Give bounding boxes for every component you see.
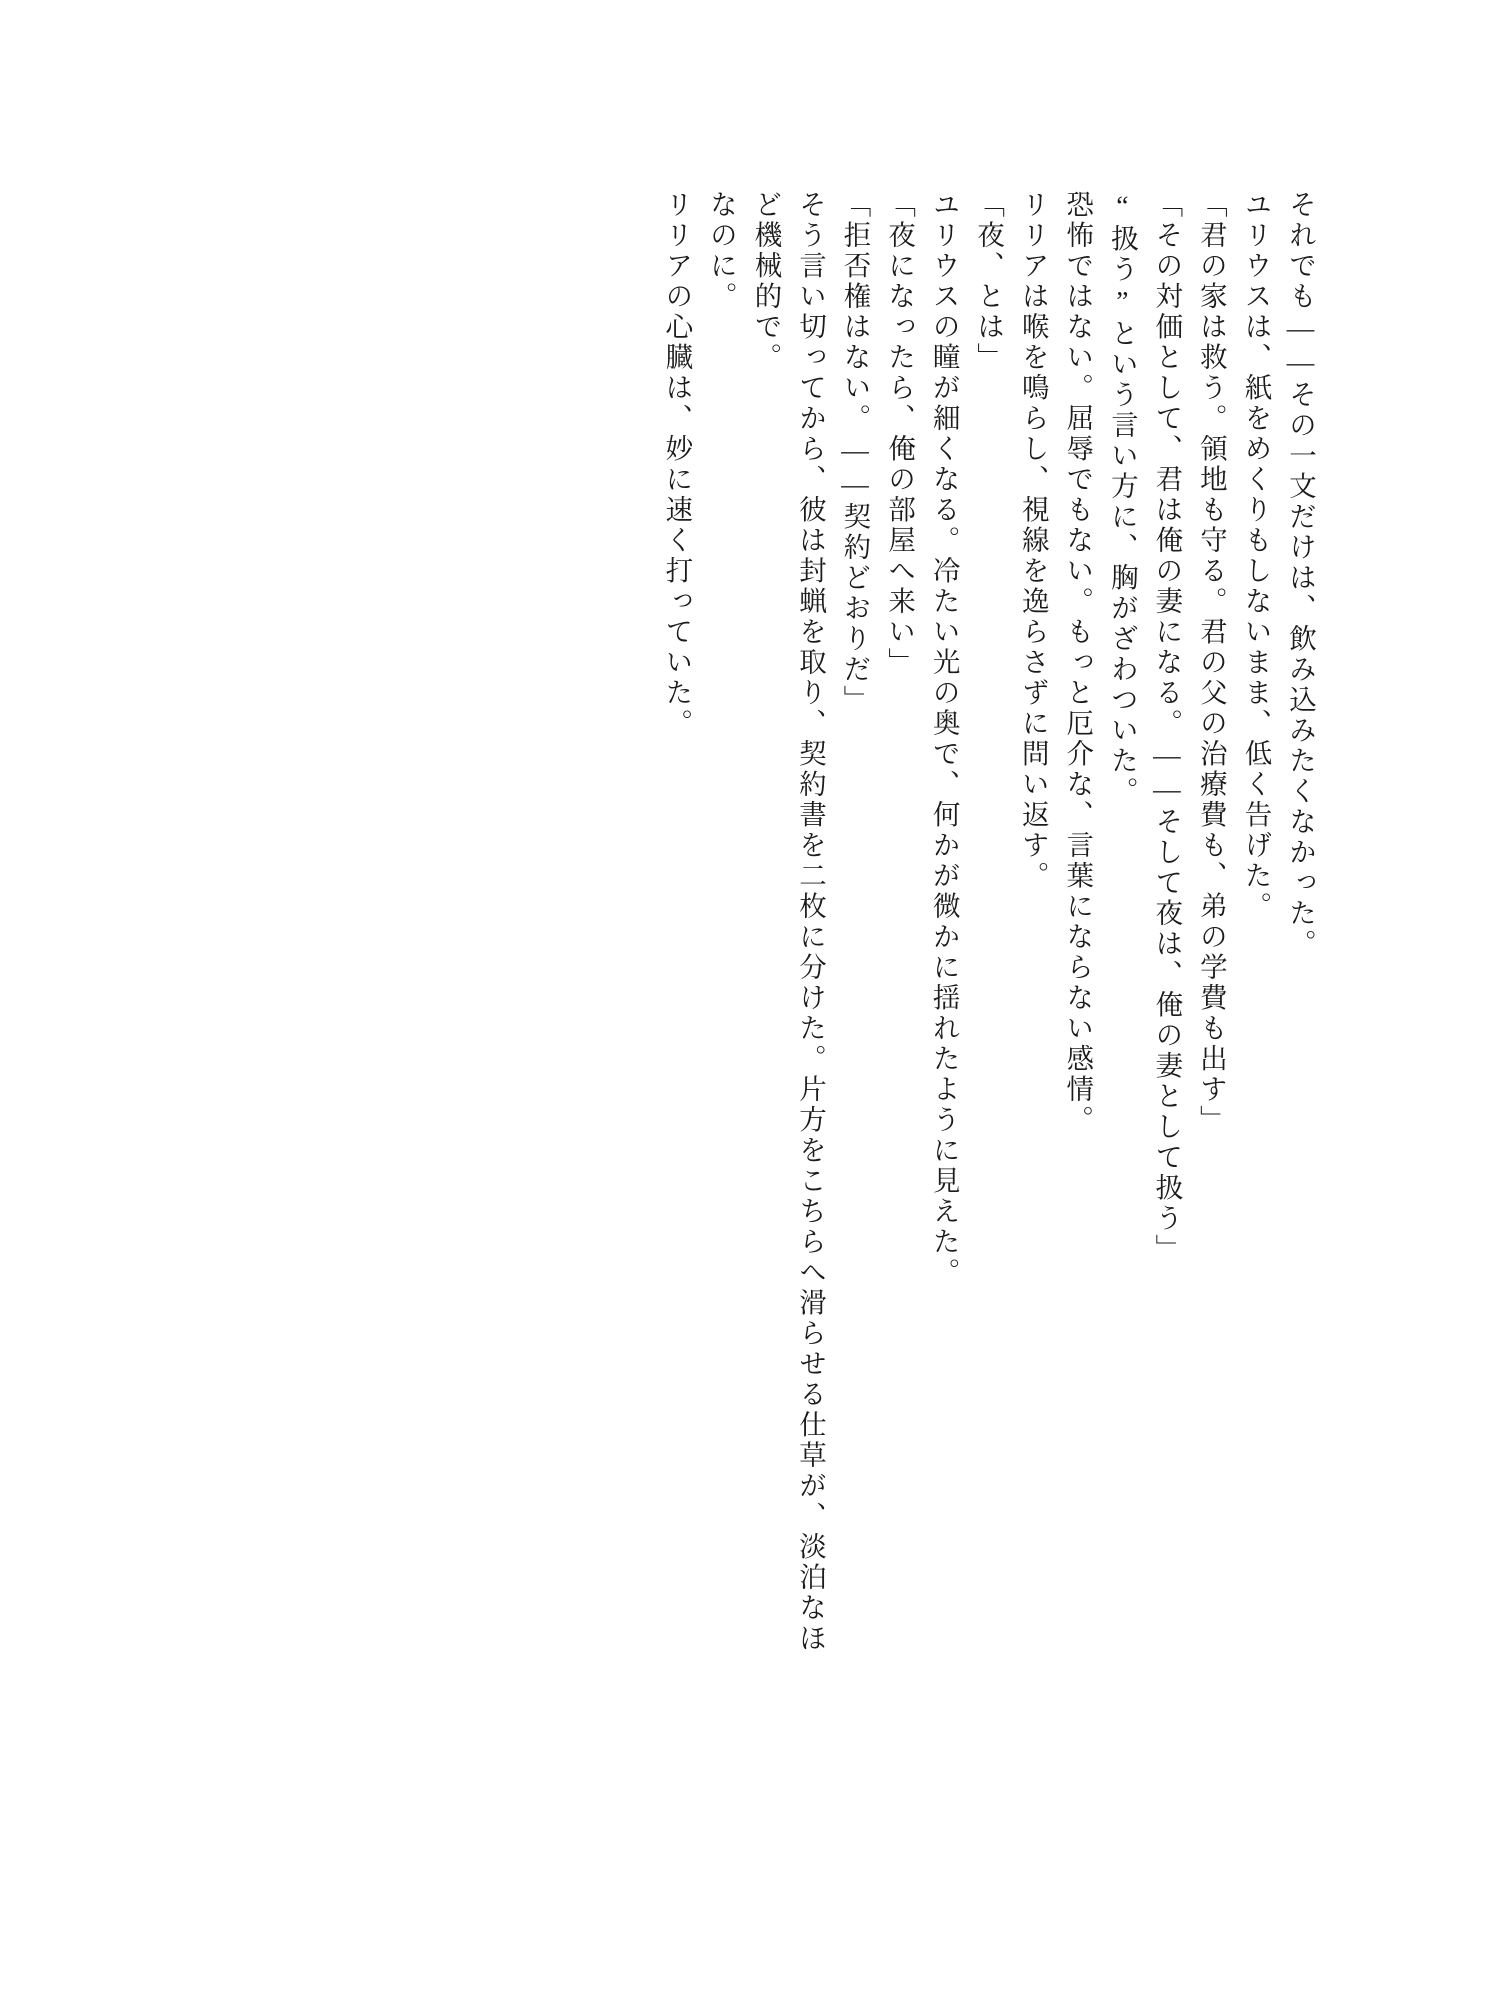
- paragraph: リリアは喉を鳴らし、視線を逸らさずに問い返す。: [1017, 190, 1049, 892]
- paragraph: 「その対価として、君は俺の妻になる。――そして夜は、俺の妻として扱う」: [1151, 190, 1183, 1265]
- paragraph: 「君の家は救う。領地も守る。君の父の治療費も、弟の学費も出す」: [1195, 190, 1227, 1136]
- paragraph: そう言い切ってから、彼は封蝋を取り、契約書を二枚に分けた。片方をこちらへ滑らせる仕草が、淡泊なほど機械的で。: [750, 190, 826, 1654]
- paragraph: ユリウスは、紙をめくりもしないまま、低く告げた。: [1240, 190, 1272, 922]
- paragraph: なのに。: [705, 190, 737, 312]
- paragraph: ユリウスの瞳が細くなる。冷たい光の奥で、何かが微かに揺れたように見えた。: [928, 190, 960, 1288]
- paragraph: 「夜、とは」: [973, 190, 1005, 373]
- paragraph: 「拒否権はない。――契約どおりだ」: [839, 190, 871, 716]
- paragraph: “扱う”という言い方に、胸がざわついた。: [1106, 190, 1138, 807]
- paragraph: 「夜になったら、俺の部屋へ来い」: [884, 190, 916, 678]
- vertical-text-body: [654, 190, 1322, 1680]
- paragraph: それでも――その一文だけは、飲み込みたくなかった。: [1285, 190, 1316, 960]
- paragraph: 恐怖ではない。屈辱でもない。もっと厄介な、言葉にならない感情。: [1062, 190, 1094, 1136]
- paragraph: リリアの心臓は、妙に速く打っていた。: [661, 190, 693, 739]
